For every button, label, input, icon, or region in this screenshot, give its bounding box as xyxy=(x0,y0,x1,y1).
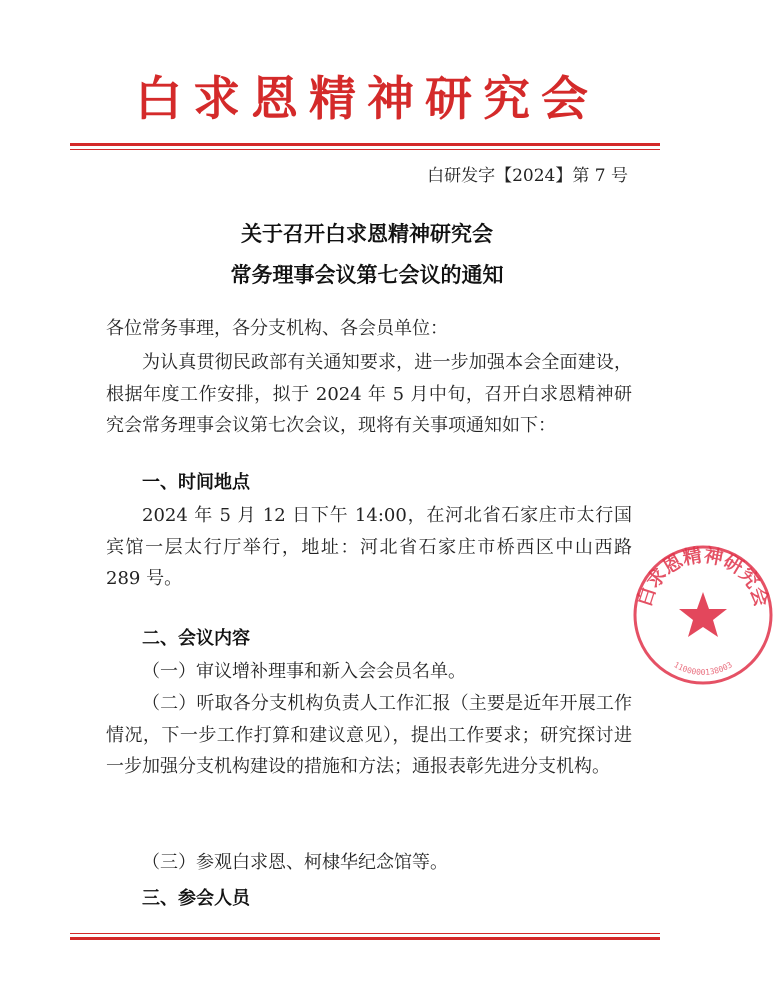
section-1-heading: 一、时间地点 xyxy=(142,472,250,493)
seal-text: 白求恩精神研究会 xyxy=(633,544,773,610)
title-line-1: 关于召开白求恩精神研究会 xyxy=(241,221,493,246)
title-line-2: 常务理事会议第七会议的通知 xyxy=(230,262,504,287)
salutation: 各位常务事理，各分支机构、各会员单位： xyxy=(106,318,448,339)
seal-number: 1100000138003 xyxy=(672,660,734,677)
footer-rule-thin xyxy=(70,933,660,934)
document-number: 白研发字【2024】第 7 号 xyxy=(427,166,628,186)
section-1-text: 2024 年 5 月 12 日下午 14:00，在河北省石家庄市太行国宾馆一层太行厅举行，地址：河北省石家庄市桥西区中山西路 289 号。 xyxy=(106,505,632,589)
section-2-item-1: （一）审议增补理事和新入会会员名单。 xyxy=(142,661,466,682)
footer-rule-thick xyxy=(70,937,660,940)
seal-star-icon xyxy=(679,592,727,637)
section-3-heading: 三、参会人员 xyxy=(142,888,250,909)
section-2-heading: 二、会议内容 xyxy=(142,628,250,649)
intro-paragraph: 为认真贯彻民政部有关通知要求，进一步加强本会全面建设，根据年度工作安排，拟于 2024 年 5 月中旬，召开白求恩精神研究会常务理事会议第七次会议，现将有关事项通知如下： xyxy=(106,352,632,436)
official-seal xyxy=(628,540,778,690)
header-rule-thin xyxy=(70,149,660,150)
section-2-item-2: （二）听取各分支机构负责人工作汇报（主要是近年开展工作情况，下一步工作打算和建议意见），提出工作要求；研究探讨进一步加强分支机构建设的措施和方法；通报表彰先进分支机构。 xyxy=(106,693,632,777)
org-masthead: 白求恩精神研究会 xyxy=(135,72,599,127)
header-rule-thick xyxy=(70,143,660,146)
section-2-item-3: （三）参观白求恩、柯棣华纪念馆等。 xyxy=(142,852,448,873)
svg-text:1100000138003 xyxy=(672,660,734,677)
